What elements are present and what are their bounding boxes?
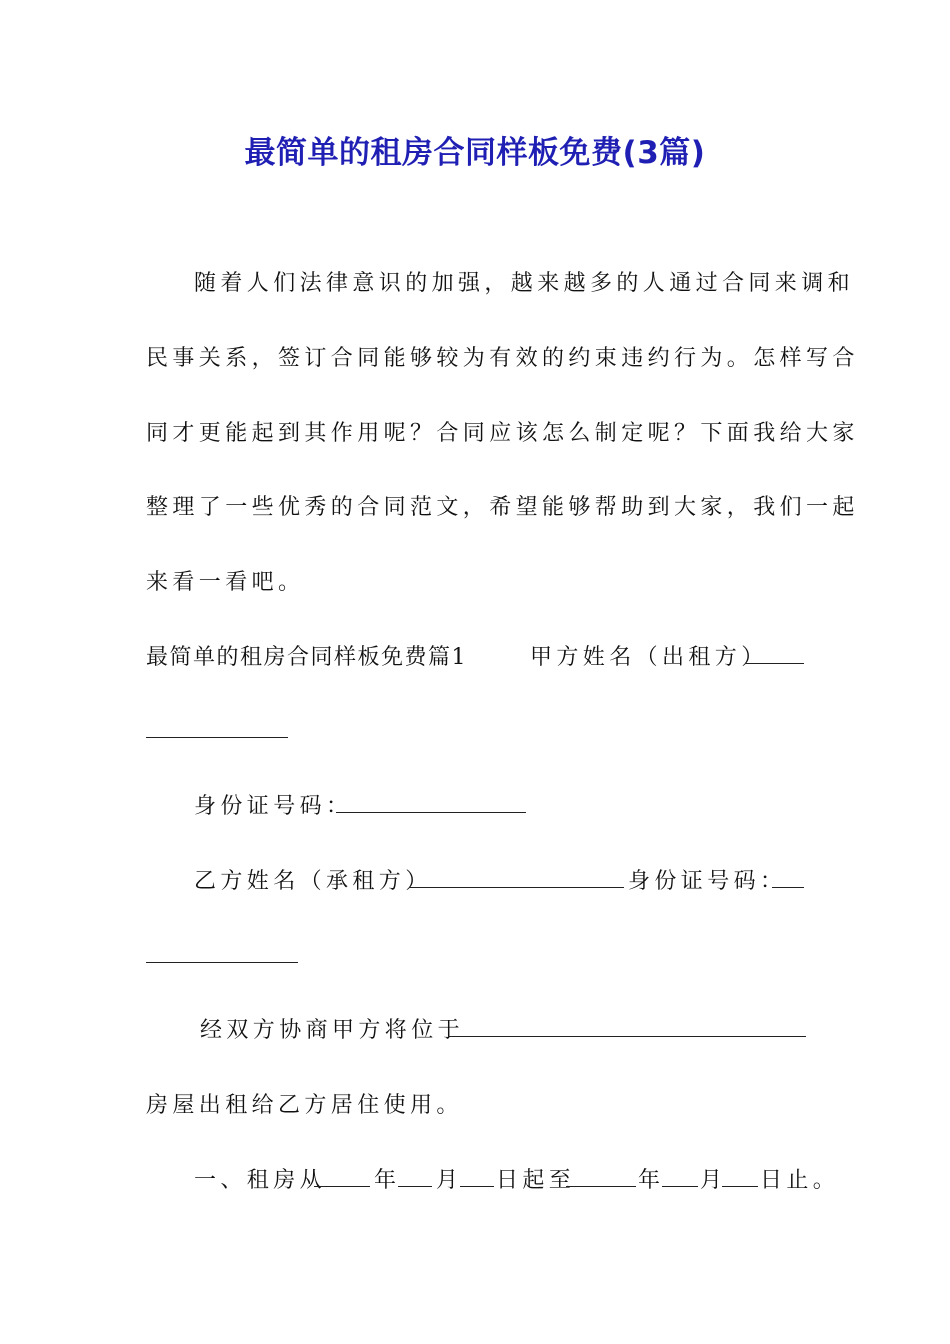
intro-line-4: 整理了一些优秀的合同范文，希望能够帮助到大家，我们一起: [146, 495, 859, 520]
party-a-name-label: 甲方姓名（出租方）: [530, 645, 768, 670]
party-b-id-blank-cont[interactable]: [146, 937, 298, 977]
party-b-id-blank[interactable]: [772, 862, 804, 902]
start-day-label: 日起至: [496, 1168, 576, 1193]
section-heading: 最简单的租房合同样板免费篇1: [146, 645, 467, 670]
property-address-blank[interactable]: [448, 1011, 806, 1051]
intro-line-1: 随着人们法律意识的加强，越来越多的人通过合同来调和: [194, 271, 855, 296]
party-a-name-blank[interactable]: [746, 638, 804, 678]
agreement-prefix: 经双方协商甲方将位于: [200, 1018, 465, 1043]
intro-line-5: 来看一看吧。: [146, 570, 305, 595]
intro-line-2: 民事关系，签订合同能够较为有效的约束违约行为。怎样写合: [146, 346, 859, 371]
party-a-id-blank[interactable]: [336, 787, 526, 827]
end-year-label: 年: [638, 1168, 665, 1193]
end-day-label: 日止。: [760, 1168, 840, 1193]
start-month-blank[interactable]: [398, 1161, 432, 1201]
end-year-blank[interactable]: [566, 1161, 636, 1201]
end-month-label: 月: [700, 1168, 727, 1193]
start-year-label: 年: [374, 1168, 401, 1193]
party-a-id-label: 身份证号码：: [194, 794, 353, 819]
document-title: 最简单的租房合同样板免费(3篇): [244, 135, 706, 171]
end-day-blank[interactable]: [722, 1161, 758, 1201]
party-a-name-blank-cont[interactable]: [146, 712, 288, 752]
end-month-blank[interactable]: [662, 1161, 698, 1201]
intro-line-3: 同才更能起到其作用呢？合同应该怎么制定呢？下面我给大家: [146, 421, 859, 446]
party-b-id-label: 身份证号码：: [628, 869, 787, 894]
party-b-name-label: 乙方姓名（承租方）: [194, 869, 432, 894]
start-day-blank[interactable]: [460, 1161, 494, 1201]
party-b-name-blank[interactable]: [410, 862, 624, 902]
start-month-label: 月: [436, 1168, 463, 1193]
term-prefix: 一、租房从: [194, 1168, 327, 1193]
agreement-suffix: 房屋出租给乙方居住使用。: [146, 1093, 463, 1118]
start-year-blank[interactable]: [314, 1161, 370, 1201]
